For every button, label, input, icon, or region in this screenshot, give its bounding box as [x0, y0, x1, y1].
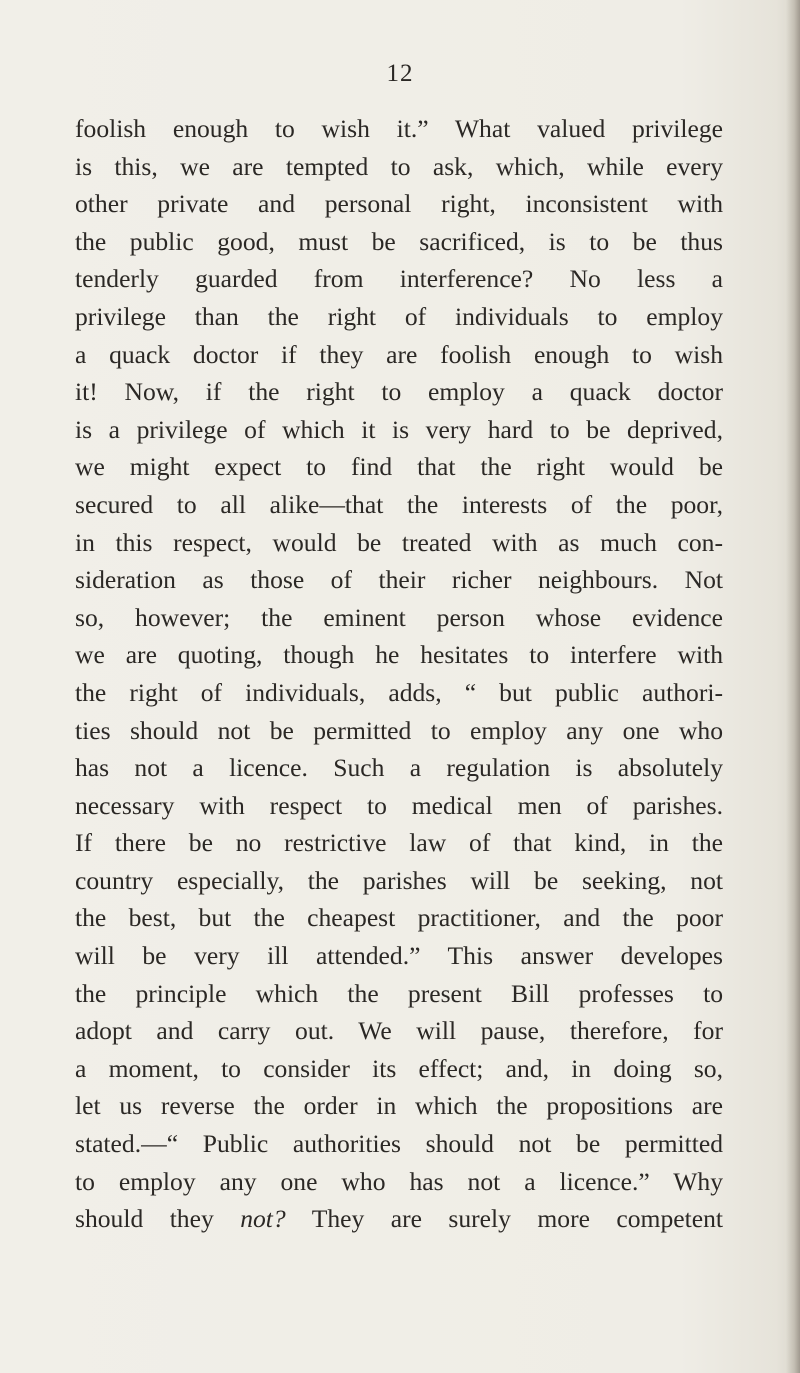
text-line-last	[75, 1200, 723, 1238]
text-line: it! Now, if the right to employ a quack doctor	[75, 377, 723, 407]
text-line: the best, but the cheapest practitioner, and the poor	[75, 903, 723, 933]
text-line: the principle which the present Bill professes to	[75, 978, 723, 1008]
text-line: ties should not be permitted to employ any one who	[75, 715, 723, 745]
text-line: the public good, must be sacrificed, is to be thus	[75, 226, 723, 256]
text-line: foolish enough to wish it.” What valued privilege	[75, 114, 723, 143]
text-line: secured to all alike—that the interests of the poor,	[75, 489, 723, 519]
text-line: we might expect to find that the right would be	[75, 452, 723, 482]
body-text	[75, 110, 723, 1238]
text-line: other private and personal right, inconsistent with	[75, 189, 723, 219]
text-line: has not a licence. Such a regulation is absolutely	[75, 753, 723, 783]
page-edge-shadow	[786, 0, 800, 1373]
text-line: so, however; the eminent person whose evidence	[75, 602, 723, 632]
text-line: privilege than the right of individuals to employ	[75, 301, 723, 331]
text-line: necessary with respect to medical men of parishes.	[75, 790, 723, 820]
text-line: If there be no restrictive law of that kind, in the	[75, 828, 723, 858]
text-line: we are quoting, though he hesitates to interfere with	[75, 640, 723, 670]
text-line: country especially, the parishes will be seeking, not	[75, 865, 723, 895]
text-line: will be very ill attended.” This answer developes	[75, 941, 723, 971]
text-line: is a privilege of which it is very hard to be deprived,	[75, 414, 723, 444]
last-line-start: should they	[75, 1204, 241, 1234]
text-line: tenderly guarded from interference? No less a	[75, 264, 723, 294]
italic-emphasis: not?	[240, 1204, 286, 1234]
text-line: a moment, to consider its effect; and, in doing so,	[75, 1053, 723, 1083]
text-line: stated.—“ Public authorities should not be permitted	[75, 1129, 723, 1159]
text-line: to employ any one who has not a licence.” Why	[75, 1166, 723, 1196]
last-line-end: They are surely more competent	[285, 1204, 724, 1234]
text-line: let us reverse the order in which the propositions are	[75, 1091, 723, 1121]
text-line: a quack doctor if they are foolish enough to wish	[75, 339, 723, 369]
text-line: the right of individuals, adds, “ but public authori-	[75, 677, 723, 707]
text-line: is this, we are tempted to ask, which, while every	[75, 151, 723, 181]
page-number: 12	[386, 60, 414, 87]
text-line: adopt and carry out. We will pause, therefore, for	[75, 1016, 723, 1046]
text-line: sideration as those of their richer neighbours. Not	[75, 565, 723, 595]
text-line: in this respect, would be treated with as much con-	[75, 527, 723, 557]
